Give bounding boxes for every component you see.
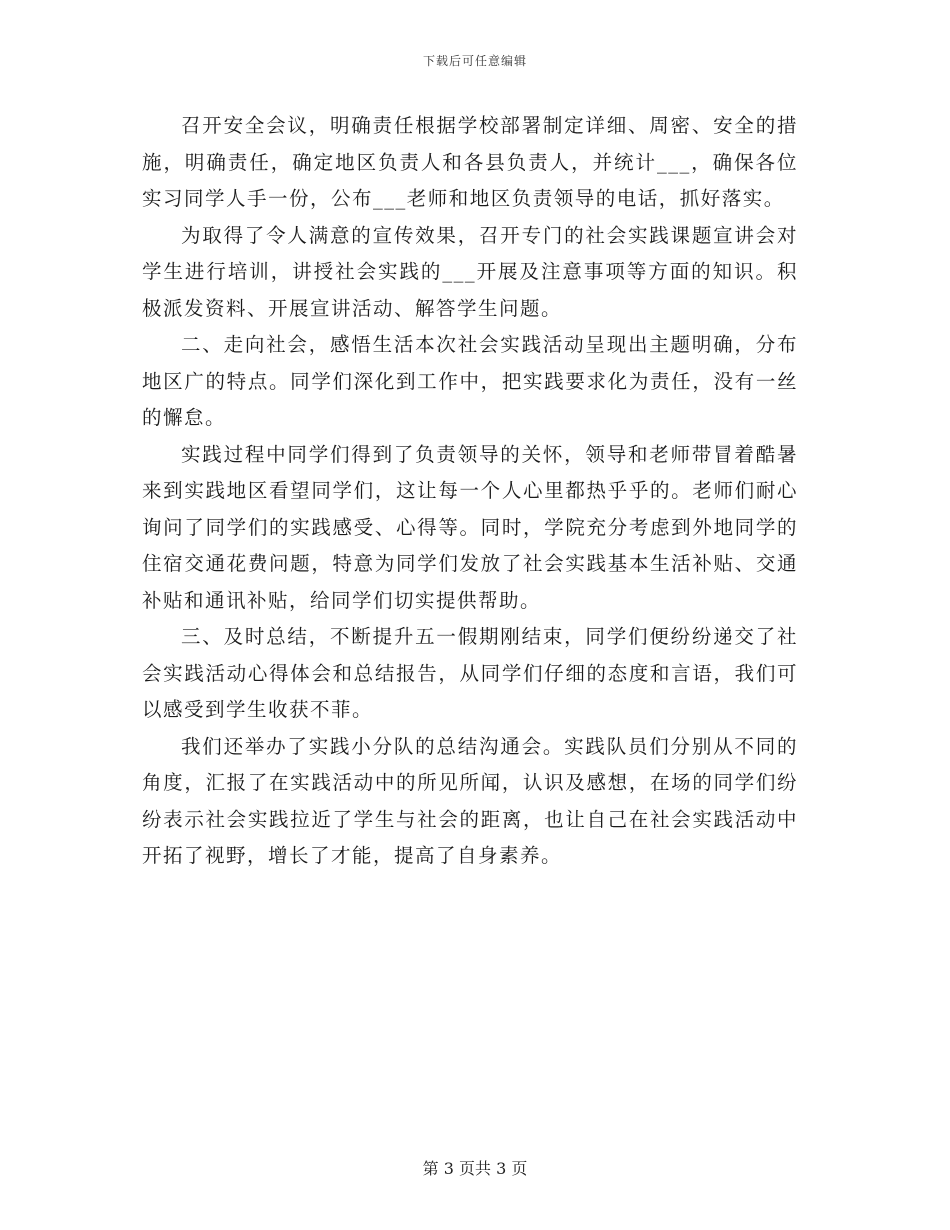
paragraph-4: 实践过程中同学们得到了负责领导的关怀，领导和老师带冒着酷暑来到实践地区看望同学们，这让每一个人心里都热乎乎的。老师们耐心询问了同学们的实践感受、心得等。同时，学院充分考虑到外地同学的住宿交通花费问题，特意为同学们发放了社会实践基本生活补贴、交通补贴和通讯补贴，给同学们切实提供帮助。 <box>142 442 798 612</box>
paragraph-3: 二、走向社会，感悟生活本次社会实践活动呈现出主题明确，分布地区广的特点。同学们深化到工作中，把实践要求化为责任，没有一丝的懈怠。 <box>142 333 798 429</box>
page-header: 下载后可任意编辑 <box>422 54 527 68</box>
paragraph-6: 我们还举办了实践小分队的总结沟通会。实践队员们分别从不同的角度，汇报了在实践活动中的所见所闻，认识及感想，在场的同学们纷纷表示社会实践拉近了学生与社会的距离，也让自己在社会实践活动中开拓了视野，增长了才能，提高了自身素养。 <box>142 734 798 867</box>
document-body <box>142 108 798 875</box>
page-footer: 第 3 页共 3 页 <box>422 1159 528 1178</box>
paragraph-5: 三、及时总结，不断提升五一假期刚结束，同学们便纷纷递交了社会实践活动心得体会和总结报告，从同学们仔细的态度和言语，我们可以感受到学生收获不菲。 <box>142 625 798 721</box>
paragraph-2: 为取得了令人满意的宣传效果，召开专门的社会实践课题宣讲会对学生进行培训，讲授社会实践的___开展及注意事项等方面的知识。积极派发资料、开展宣讲活动、解答学生问题。 <box>142 223 798 320</box>
paragraph-1: 召开安全会议，明确责任根据学校部署制定详细、周密、安全的措施，明确责任，确定地区负责人和各县负责人，并统计___，确保各位实习同学人手一份，公布___老师和地区负责领导的电话，抓好落实。 <box>142 114 798 210</box>
